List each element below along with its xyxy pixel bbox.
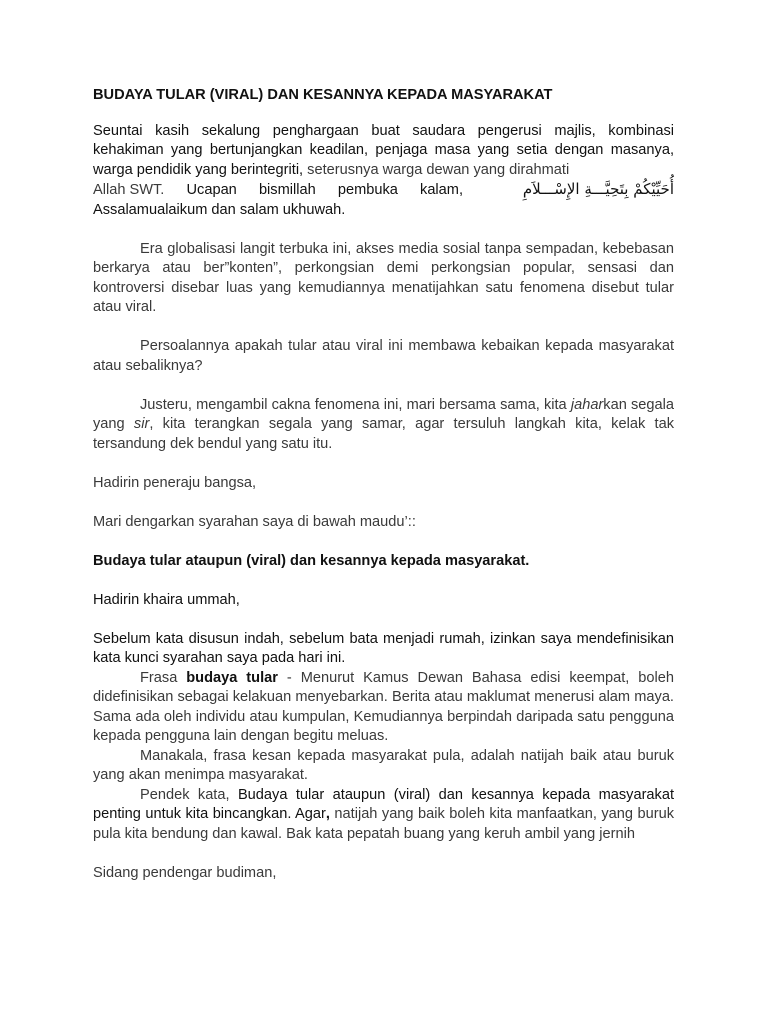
salam-line: Assalamualaikum dan salam ukhuwah. (93, 201, 346, 218)
hadirin-khaira: Hadirin khaira ummah, (93, 591, 240, 608)
opening-text-continued: seterusnya warga dewan yang dirahmati (303, 161, 570, 178)
sidang-pendengar: Sidang pendengar budiman, (93, 864, 277, 881)
justeru-jahar: jahar (570, 396, 604, 413)
justeru-text-c: , kita terangkan segala yang samar, agar tersuluh langkah kita, kelak tak tersandung dek bendul yang satu itu. (93, 416, 674, 452)
word-bismillah: bismillah (258, 182, 316, 198)
opening-salutation-line (93, 180, 674, 201)
hadirin-peneraju: Hadirin peneraju bangsa, (93, 474, 257, 491)
opening-text: Seuntai kasih sekalung penghargaan buat saudara pengerusi majlis, kombinasi kehakiman yang bertunjangkan keadilan, penjaga masa yang setia dengan masanya, warga pendidik yang berintegriti, (93, 122, 674, 178)
pendek-text-c: natijah yang baik boleh kita manfaatkan, yang buruk pula kita bendung dan kawal. Bak kata pepatah buang yang keruh ambil yang jernih (93, 806, 674, 842)
paragraph-sebelum: Sebelum kata disusun indah, sebelum bata menjadi rumah, izinkan saya mendefinisikan kata kunci syarahan saya pada hari ini. (93, 630, 674, 666)
pendek-text-a: Pendek kata, (140, 786, 238, 803)
justeru-text-a: Justeru, mengambil cakna fenomena ini, mari bersama sama, kita (140, 396, 571, 413)
mari-dengarkan: Mari dengarkan syarahan saya di bawah maudu’:: (93, 513, 416, 530)
speech-topic: Budaya tular ataupun (viral) dan kesannya kepada masyarakat. (93, 552, 530, 569)
document-title: BUDAYA TULAR (VIRAL) DAN KESANNYA KEPADA MASYARAKAT (93, 87, 553, 103)
opening-paragraph (93, 122, 674, 181)
pendek-comma: , (325, 806, 330, 822)
paragraph-manakala: Manakala, frasa kesan kepada masyarakat pula, adalah natijah baik atau buruk yang akan menimpa masyarakat. (93, 747, 674, 783)
salutation-words (93, 181, 463, 201)
paragraph-globalisasi: Era globalisasi langit terbuka ini, akses media sosial tanpa sempadan, kebebasan berkarya atau ber”konten”, perkongsian demi perkongsian popular, sensasi dan kontroversi disebar luas yang kemudiannya menatijahkan satu fenomena disebut tular atau viral. (93, 240, 674, 315)
frasa-text-a: Frasa (140, 669, 187, 686)
word-kalam: kalam, (420, 182, 463, 198)
word-allah: Allah SWT. (93, 182, 165, 198)
frasa-bold: budaya tular (186, 669, 278, 686)
paragraph-frasa (93, 669, 674, 747)
document-page (93, 86, 674, 883)
paragraph-persoalan: Persoalannya apakah tular atau viral ini membawa kebaikan kepada masyarakat atau sebaliknya? (93, 338, 674, 374)
paragraph-pendek-kata (93, 786, 674, 845)
paragraph-justeru (93, 396, 674, 455)
justeru-sir: sir (133, 416, 150, 432)
word-ucapan: Ucapan (186, 182, 237, 198)
justeru-text-b: kan segala yang (93, 396, 674, 432)
word-pembuka: pembuka (337, 182, 398, 198)
pendek-text-b: Budaya tular ataupun (viral) dan kesannya kepada masyarakat penting untuk kita bincangkan. Agar (93, 786, 675, 822)
frasa-text-b: - Menurut Kamus Dewan Bahasa edisi keempat, boleh didefinisikan sebagai kelakuan menyebarkan. Berita atau maklumat menerusi alam maya. Sama ada oleh individu atau kumpulan, Kemudiannya berpindah daripada satu pengguna kepada pengguna lain dengan begitu meluas. (93, 669, 675, 744)
arabic-greeting: أُحَيِّيْكُمْ بِتَحِيَّـــةِ الإِسْـــلاَمِ (522, 180, 674, 198)
